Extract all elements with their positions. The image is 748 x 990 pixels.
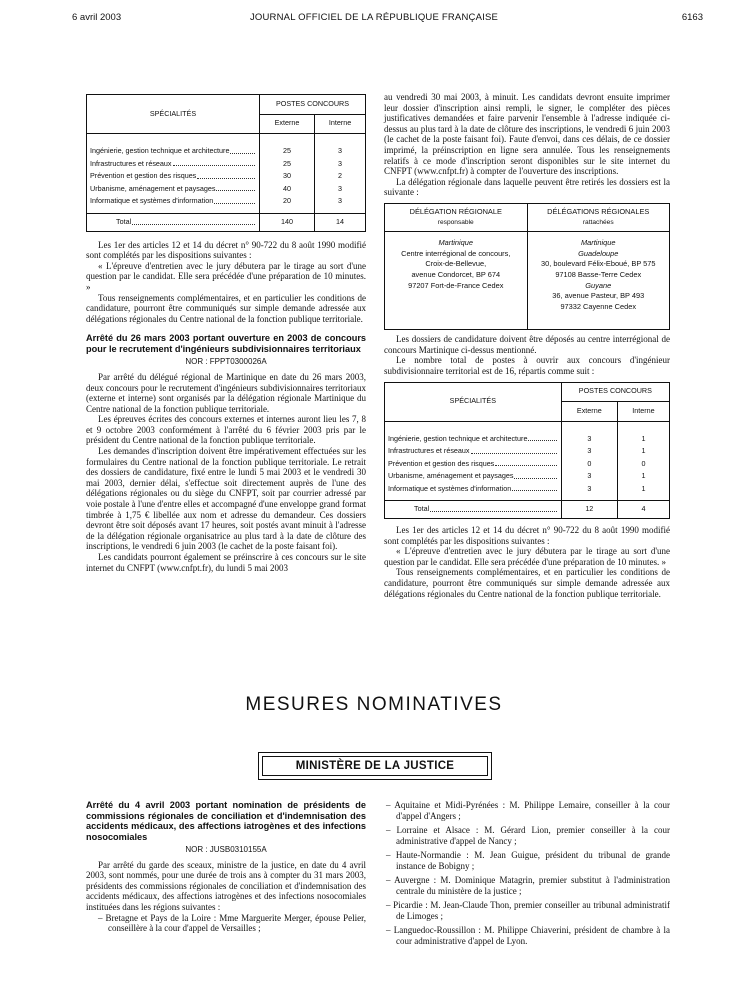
table1-total-row <box>87 213 260 231</box>
table2-spec-header: SPÉCIALITÉS <box>385 382 562 421</box>
left-paragraph: Les candidats pourront également se préinscrire à ces concours sur le site internet du CNFPT (www.cnfpt.fr), du lundi 5 mai 2003 <box>86 552 366 573</box>
ministry-box <box>258 752 492 780</box>
table2-total-externe: 12 <box>561 501 617 519</box>
delegations-table <box>384 203 670 330</box>
table1-postes-header: POSTES CONCOURS <box>259 95 365 115</box>
table-cell-interne: 1 <box>617 470 669 483</box>
left-paragraph: Les 1er des articles 12 et 14 du décret n° 90-722 du 8 août 1990 modifié sont complétés par les dispositions suivantes : <box>86 239 366 261</box>
page-header <box>30 12 718 26</box>
table-cell-interne: 3 <box>315 134 366 158</box>
table-cell-specialite <box>87 195 260 213</box>
table-cell-interne: 0 <box>617 458 669 471</box>
address-line: 97207 Fort-de-France Cedex <box>408 280 504 290</box>
address-line: 97332 Cayenne Cedex <box>560 301 637 311</box>
right-paragraph: au vendredi 30 mai 2003, à minuit. Les candidats devront ensuite imprimer leur dossier d'inscription ainsi rempli, le signer, le compléter des pièces justificatives demandées et faire parvenir l'ensemble à l'adresse indiquée ci-dessus au plus tard à la date de clôture des inscriptions, le vendredi 6 juin 2003 (le cachet de la poste faisant foi). Faute d'envoi, dans ces délais, de ce dossier imprimé, la préinscription en ligne sera annulée. Tous les renseignements relatifs à ce mode d'inscription seront disponibles sur le site internet du CNFPT (www.cnfpt.fr) à compter de l'ouverture des inscriptions. <box>384 92 670 177</box>
table-cell-interne: 3 <box>315 195 366 213</box>
table1-total-label: Total <box>116 216 132 226</box>
table-cell-interne: 3 <box>315 158 366 171</box>
header-page-number: 6163 <box>681 12 703 23</box>
table-row <box>87 183 366 196</box>
table-cell-externe: 25 <box>259 158 314 171</box>
table2-total-interne: 4 <box>617 501 669 519</box>
address-line: Centre interrégional de concours, <box>401 248 511 258</box>
deleg-header-responsable <box>385 203 528 231</box>
right-paragraph: La délégation régionale dans laquelle peuvent être retirés les dossiers est la suivante : <box>384 176 670 198</box>
address-line: 97108 Basse-Terre Cedex <box>555 269 642 279</box>
address-line: Croix-de-Bellevue, <box>425 259 487 269</box>
specialite-label: Infrastructures et réseaux <box>388 446 470 456</box>
list-item: – Lorraine et Alsace : M. Gérard Lion, premier conseiller à la cour administrative d'appel de Nancy ; <box>386 824 670 846</box>
table-cell-interne: 1 <box>617 483 669 501</box>
nor-reference: NOR : JUSB0310155A <box>185 845 267 854</box>
address-line: 36, avenue Pasteur, BP 493 <box>552 291 645 301</box>
table-cell-specialite <box>385 421 562 445</box>
deleg-header-title: DÉLÉGATIONS RÉGIONALES <box>547 206 650 216</box>
specialite-label: Informatique et systèmes d'information <box>388 483 512 493</box>
address-line: Guyane <box>585 280 612 290</box>
table2-total-label: Total <box>414 504 430 514</box>
table-cell-interne: 2 <box>315 170 366 183</box>
list-item: – Aquitaine et Midi-Pyrénées : M. Philippe Lemaire, conseiller à la cour d'appel d'Angers ; <box>386 800 670 821</box>
table-row <box>87 170 366 183</box>
table1-externe-header: Externe <box>259 114 314 134</box>
appointments-list <box>384 800 670 946</box>
address-line: Martinique <box>580 238 616 248</box>
address-line: 30, boulevard Félix-Eboué, BP 575 <box>541 259 656 269</box>
table1-interne-header: Interne <box>315 114 366 134</box>
table-row <box>87 195 366 213</box>
left-paragraph: « L'épreuve d'entretien avec le jury débutera par le tirage au sort d'une question par le candidat. Elle sera précédée d'une préparation de 10 minutes. » <box>86 260 366 292</box>
deleg-header-subtitle: rattachées <box>582 218 614 226</box>
left-paragraph: Tous renseignements complémentaires, et en particulier les conditions de candidature, pourront être communiqués sur simple demande adressée aux délégations régionales du Centre national de la fonction publique territoriale. <box>86 292 366 324</box>
section-heading-mesures: MESURES NOMINATIVES <box>245 694 503 715</box>
specialite-label: Prévention et gestion des risques <box>90 171 197 181</box>
address-line: Martinique <box>438 238 473 248</box>
nor-reference: NOR : FPPT0300026A <box>185 357 267 367</box>
table-row <box>385 445 670 458</box>
deleg-header-subtitle: responsable <box>437 218 474 226</box>
table-row <box>385 470 670 483</box>
table-cell-externe: 3 <box>561 421 617 445</box>
left-column <box>86 94 366 573</box>
ministry-title: MINISTÈRE DE LA JUSTICE <box>262 756 488 776</box>
specialite-label: Prévention et gestion des risques <box>388 458 495 468</box>
table-cell-specialite <box>385 458 562 471</box>
specialite-label: Infrastructures et réseaux <box>90 158 172 168</box>
address-line: Guadeloupe <box>578 248 619 258</box>
table-row <box>87 158 366 171</box>
table2-postes-header: POSTES CONCOURS <box>561 382 669 402</box>
list-item: – Auvergne : M. Dominique Matagrin, premier substitut à l'administration centrale du ministère de la justice ; <box>386 874 670 896</box>
decree-title: Arrêté du 4 avril 2003 portant nomination de présidents de commissions régionales de conciliation et d'indemnisation des accidents médicaux, des affections iatrogènes et des infections nosocomiales <box>86 800 366 842</box>
table-cell-specialite <box>87 134 260 158</box>
table-cell-specialite <box>87 158 260 171</box>
left-paragraph: Par arrêté du délégué régional de Martinique en date du 26 mars 2003, deux concours pour le recrutement d'ingénieurs subdivisionnaires territoriaux (externe et interne) sont organisés par la délégation régionale Martinique du Centre national de la fonction publique territoriale. <box>86 371 366 414</box>
table-cell-interne: 1 <box>617 445 669 458</box>
table-cell-interne: 3 <box>315 183 366 196</box>
specialite-label: Informatique et systèmes d'information <box>90 196 214 206</box>
table-cell-externe: 0 <box>561 458 617 471</box>
table1-total-interne: 14 <box>315 213 366 231</box>
table-cell-specialite <box>385 483 562 501</box>
table-cell-externe: 3 <box>561 445 617 458</box>
specialite-label: Ingénierie, gestion technique et architecture <box>388 433 528 443</box>
table-cell-externe: 20 <box>259 195 314 213</box>
deleg-header-rattachees <box>527 203 670 231</box>
right-paragraph: Les 1er des articles 12 et 14 du décret n° 90-722 du 8 août 1990 modifié sont complétés par les dispositions suivantes : <box>384 525 670 546</box>
right-column <box>384 92 670 599</box>
table-cell-externe: 3 <box>561 483 617 501</box>
specialite-label: Urbanisme, aménagement et paysages <box>388 471 514 481</box>
postes-table-2 <box>384 382 670 520</box>
table-cell-interne: 1 <box>617 421 669 445</box>
table2-interne-header: Interne <box>617 402 669 422</box>
header-date: 6 avril 2003 <box>72 12 122 23</box>
deleg-header-title: DÉLÉGATION RÉGIONALE <box>409 206 502 216</box>
left-paragraph: Les demandes d'inscription doivent être impérativement effectuées sur les formulaires du Centre national de la fonction publique territoriale. Le retrait des dossiers de candidature, fixé entre le lundi 5 mai 2003 et le vendredi 30 mai 2003, dernier délai, s'effectue soit directement auprès de l'une des délégations régionales ou du siège du CNFPT, soit par courrier adressé par voie postale à l'une d'entre elles et accompagné d'une enveloppe grand format timbrée à 1,75 € libellée aux nom et adresse du demandeur. Ces dossiers devront être soit déposés avant 17 heures, soit postés avant minuit à l'adresse de la délégation régionale organisatrice au plus tard à la date de clôture des inscriptions, le vendredi 6 juin 2003 (le cachet de la poste faisant foi). <box>86 446 366 552</box>
specialite-label: Urbanisme, aménagement et paysages <box>90 183 216 193</box>
postes-table-1 <box>86 94 366 232</box>
table1-spec-header: SPÉCIALITÉS <box>87 95 260 134</box>
deleg-responsable-address <box>385 232 528 330</box>
table-cell-specialite <box>385 470 562 483</box>
bottom-left-paragraph: Par arrêté du garde des sceaux, ministre de la justice, en date du 4 avril 2003, sont nommés, pour une durée de trois ans à compter du 31 mars 2003, présidents des commissions régionales de conciliation et d'indemnisation des accidents médicaux, des affections iatrogènes et des infections nosocomiales instituées dans les régions suivantes : <box>86 859 366 912</box>
table-cell-specialite <box>87 170 260 183</box>
bottom-left-column <box>86 800 366 938</box>
list-item: – Languedoc-Roussillon : M. Philippe Chiaverini, président de chambre à la cour administrative d'appel de Lyon. <box>386 924 670 946</box>
deleg-rattachees-addresses <box>527 232 670 330</box>
table-cell-specialite <box>385 445 562 458</box>
table-row <box>87 134 366 158</box>
right-paragraph: Le nombre total de postes à ouvrir aux concours d'ingénieur subdivisionnaire territorial est de 16, répartis comme suit : <box>384 355 670 376</box>
right-paragraph: « L'épreuve d'entretien avec le jury débutera par le tirage au sort d'une question par le candidat. Elle sera précédée d'une préparation de 10 minutes. » <box>384 546 670 567</box>
specialite-label: Ingénierie, gestion technique et architecture <box>90 146 230 155</box>
bottom-right-column <box>384 800 670 950</box>
table-row <box>385 421 670 445</box>
table-cell-externe: 3 <box>561 470 617 483</box>
table2-total-row <box>385 501 562 519</box>
right-paragraph: Tous renseignements complémentaires, et en particulier les conditions de candidature, pourront être communiqués sur simple demande adressée aux délégations régionales du Centre national de la fonction publique territoriale. <box>384 567 670 599</box>
address-line: avenue Condorcet, BP 674 <box>411 269 501 279</box>
list-item: – Picardie : M. Jean-Claude Thon, premier conseiller au tribunal administratif de Limoges ; <box>386 899 670 921</box>
table-row <box>385 483 670 501</box>
table-cell-externe: 40 <box>259 183 314 196</box>
right-paragraph: Les dossiers de candidature doivent être déposés au centre interrégional de concours Martinique ci-dessus mentionné. <box>384 334 670 355</box>
table-cell-externe: 30 <box>259 170 314 183</box>
list-item: – Bretagne et Pays de la Loire : Mme Marguerite Merger, épouse Pelier, conseillère à la cour d'appel de Versailles ; <box>98 912 366 934</box>
header-journal-title: JOURNAL OFFICIEL DE LA RÉPUBLIQUE FRANÇAISE <box>249 12 499 23</box>
table2-externe-header: Externe <box>561 402 617 422</box>
table-cell-externe: 25 <box>259 134 314 158</box>
decree-title: Arrêté du 26 mars 2003 portant ouverture en 2003 de concours pour le recrutement d'ingénieurs subdivisionnaires territoriaux <box>86 333 366 354</box>
table-cell-specialite <box>87 183 260 196</box>
table-row <box>385 458 670 471</box>
table1-total-externe: 140 <box>259 213 314 231</box>
list-item: – Haute-Normandie : M. Jean Guigue, président du tribunal de grande instance de Bobigny ; <box>386 849 670 871</box>
left-paragraph: Les épreuves écrites des concours externes et internes auront lieu les 7, 8 et 9 octobre 2003 conformément à l'arrêté du 6 février 2003 pris par le président du Centre national de la fonction publique territoriale. <box>86 414 366 446</box>
